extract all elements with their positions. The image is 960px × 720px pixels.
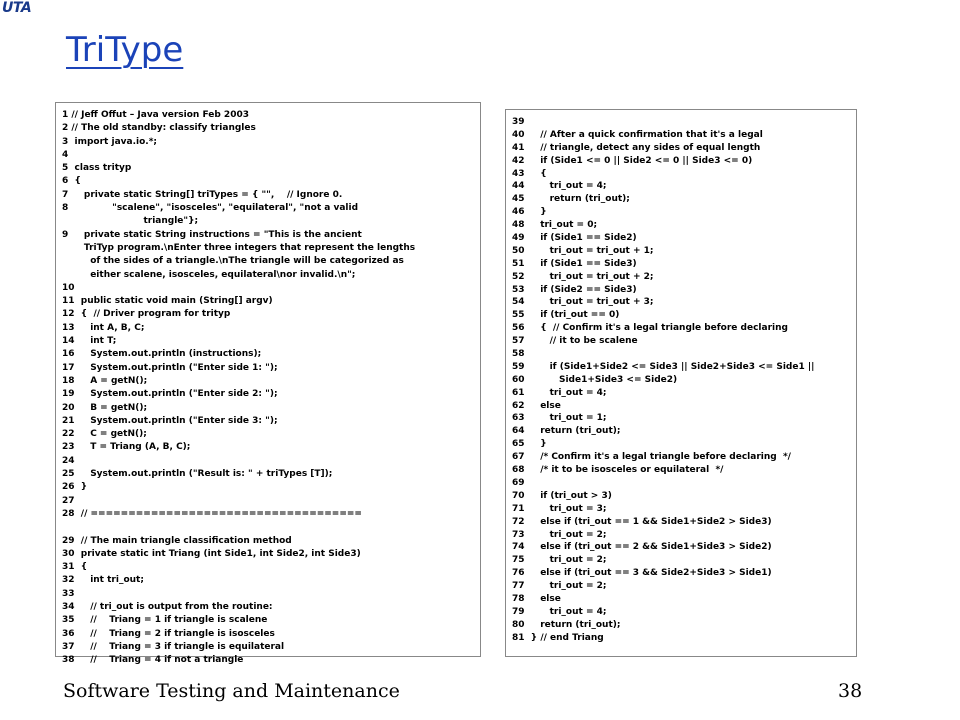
code-line: 6 { xyxy=(62,176,81,187)
code-line: 18 A = getN(); xyxy=(62,375,148,386)
code-line: 57 // it to be scalene xyxy=(512,336,638,347)
code-panel-right xyxy=(505,109,857,657)
code-line: 25 System.out.println ("Result is: " + triTypes [T]); xyxy=(62,469,333,480)
code-line: 80 return (tri_out); xyxy=(512,619,621,630)
code-line: 46 } xyxy=(512,207,547,218)
code-line: 34 // tri_out is output from the routine: xyxy=(62,601,273,612)
code-panel-left xyxy=(55,102,481,666)
code-listing-left xyxy=(62,109,480,667)
footer-page-number: 38 xyxy=(838,680,863,702)
code-line: 20 B = getN(); xyxy=(62,402,148,413)
code-line: of the sides of a triangle.\nThe triangle will be categorized as xyxy=(62,256,404,267)
code-line: 69 xyxy=(512,477,525,488)
code-line: 17 System.out.println ("Enter side 1: "); xyxy=(62,362,278,373)
code-line: 33 xyxy=(62,588,75,599)
code-line: 42 if (Side1 <= 0 || Side2 <= 0 || Side3 <= 0) xyxy=(512,155,753,166)
code-line: 68 /* it to be isosceles or equilateral */ xyxy=(512,465,724,476)
code-line: 72 else if (tri_out == 1 && Side1+Side2 > Side3) xyxy=(512,516,772,527)
code-line: 41 // triangle, detect any sides of equal length xyxy=(512,142,761,153)
code-line: 52 tri_out = tri_out + 2; xyxy=(512,271,654,282)
code-line: 10 xyxy=(62,282,75,293)
code-line: 38 // Triang = 4 if not a triangle xyxy=(62,655,244,666)
code-line: 5 class trityp xyxy=(62,163,132,174)
code-line: 23 T = Triang (A, B, C); xyxy=(62,442,191,453)
code-line: 28 // ==================================== xyxy=(62,508,362,519)
code-line: 60 Side1+Side3 <= Side2) xyxy=(512,374,678,385)
code-line: 24 xyxy=(62,455,75,466)
code-line: 13 int A, B, C; xyxy=(62,322,145,333)
code-line: 19 System.out.println ("Enter side 2: "); xyxy=(62,389,278,400)
code-line: 76 else if (tri_out == 3 && Side2+Side3 > Side1) xyxy=(512,568,772,579)
code-line: triangle"}; xyxy=(62,216,199,227)
code-line: 54 tri_out = tri_out + 3; xyxy=(512,297,654,308)
code-line: 48 tri_out = 0; xyxy=(512,220,598,231)
code-line: 21 System.out.println ("Enter side 3: "); xyxy=(62,415,278,426)
code-line: 35 // Triang = 1 if triangle is scalene xyxy=(62,615,268,626)
code-line: 78 else xyxy=(512,593,561,604)
code-line: 39 xyxy=(512,117,525,127)
code-line: 81 } // end Triang xyxy=(512,632,604,643)
code-line: 74 else if (tri_out == 2 && Side1+Side3 > Side2) xyxy=(512,542,772,553)
code-line: 59 if (Side1+Side2 <= Side3 || Side2+Side3 <= Side1 || xyxy=(512,361,815,372)
code-line: 29 // The main triangle classification method xyxy=(62,535,292,546)
code-line: 43 { xyxy=(512,168,547,179)
code-line: 67 /* Confirm it's a legal triangle before declaring */ xyxy=(512,452,791,463)
code-line: 4 xyxy=(62,149,69,160)
code-line: 73 tri_out = 2; xyxy=(512,529,607,540)
code-line: TriTyp program.\nEnter three integers that represent the lengths xyxy=(62,242,416,253)
code-line: 50 tri_out = tri_out + 1; xyxy=(512,245,654,256)
code-line: 44 tri_out = 4; xyxy=(512,181,607,192)
code-line: 63 tri_out = 1; xyxy=(512,413,607,424)
code-line: 56 { // Confirm it's a legal triangle before declaring xyxy=(512,323,788,334)
code-line: 14 int T; xyxy=(62,336,117,347)
slide-title[interactable]: TriType xyxy=(66,30,184,70)
code-listing-right xyxy=(512,116,856,645)
code-line: 45 return (tri_out); xyxy=(512,194,630,205)
code-line: 22 C = getN(); xyxy=(62,429,147,440)
code-line: 36 // Triang = 2 if triangle is isosceles xyxy=(62,628,275,639)
code-line: 77 tri_out = 2; xyxy=(512,581,607,592)
code-line: 75 tri_out = 2; xyxy=(512,555,607,566)
code-line: 32 int tri_out; xyxy=(62,575,144,586)
code-line: 79 tri_out = 4; xyxy=(512,606,607,617)
code-line: 51 if (Side1 == Side3) xyxy=(512,258,637,269)
code-line: 71 tri_out = 3; xyxy=(512,503,607,514)
code-line: 16 System.out.println (instructions); xyxy=(62,349,262,360)
code-line xyxy=(62,521,480,534)
code-line: 31 { xyxy=(62,562,88,573)
code-line: 64 return (tri_out); xyxy=(512,426,621,437)
code-line: 37 // Triang = 3 if triangle is equilateral xyxy=(62,641,285,652)
code-line: 49 if (Side1 == Side2) xyxy=(512,233,637,244)
code-line: 30 private static int Triang (int Side1, int Side2, int Side3) xyxy=(62,548,361,559)
code-line: 26 } xyxy=(62,482,88,493)
code-line: either scalene, isosceles, equilateral\nor invalid.\n"; xyxy=(62,269,356,280)
code-line: 55 if (tri_out == 0) xyxy=(512,310,620,321)
code-line: 9 private static String instructions = "This is the ancient xyxy=(62,229,362,240)
footer-course-name: Software Testing and Maintenance xyxy=(63,680,400,702)
uta-logo: UTA xyxy=(2,0,32,16)
code-line: 53 if (Side2 == Side3) xyxy=(512,284,637,295)
code-line: 62 else xyxy=(512,400,561,411)
code-line: 1 // Jeff Offut – Java version Feb 2003 xyxy=(62,110,249,120)
code-line: 70 if (tri_out > 3) xyxy=(512,490,612,501)
code-line: 40 // After a quick confirmation that it's a legal xyxy=(512,129,763,140)
code-line: 65 } xyxy=(512,439,547,450)
code-line: 61 tri_out = 4; xyxy=(512,387,607,398)
code-line: 27 xyxy=(62,495,75,506)
code-line: 7 private static String[] triTypes = { "", // Ignore 0. xyxy=(62,189,343,200)
code-line: 58 xyxy=(512,349,525,360)
code-line: 12 { // Driver program for trityp xyxy=(62,309,231,320)
code-line: 3 import java.io.*; xyxy=(62,136,158,147)
code-line: 8 "scalene", "isosceles", "equilateral", "not a valid xyxy=(62,203,359,214)
code-line: 2 // The old standby: classify triangles xyxy=(62,123,256,134)
code-line: 11 public static void main (String[] argv) xyxy=(62,296,273,307)
